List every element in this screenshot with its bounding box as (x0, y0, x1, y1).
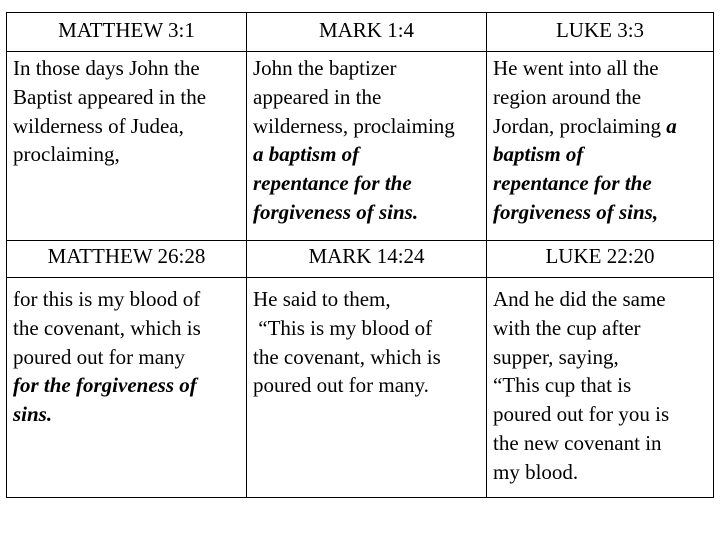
emphasis-line: baptism of (493, 142, 584, 167)
emphasis-line: forgiveness of sins, (493, 199, 659, 224)
text-line: with the cup after (493, 315, 641, 340)
text-luke-22-20 (487, 278, 714, 498)
text-line: And he did the same (493, 287, 666, 311)
passage-row-2 (7, 278, 714, 498)
text-line: proclaiming, (13, 142, 120, 167)
text-line: for this is my blood of (13, 287, 201, 311)
passage-row-1 (7, 52, 714, 241)
text-line: region around the (493, 84, 642, 109)
text-matthew-26-28 (7, 278, 247, 498)
header-row-2 (7, 241, 714, 278)
header-luke-22-20: LUKE 22:20 (487, 241, 714, 278)
text-line: wilderness, proclaiming (253, 113, 455, 138)
text-line: the covenant, which is (13, 315, 201, 340)
text-line: “This is my blood of (253, 315, 433, 340)
emphasis-line: repentance for the (253, 171, 412, 196)
emphasis-fragment: a (666, 113, 677, 138)
text-mark-1-4 (247, 52, 487, 241)
text-line: poured out for many. (253, 373, 429, 398)
emphasis-line: repentance for the (493, 171, 652, 196)
text-line: my blood. (493, 459, 579, 484)
emphasis-line: a baptism of (253, 142, 360, 167)
text-line: poured out for many (13, 344, 186, 369)
header-matthew-26-28: MATTHEW 26:28 (7, 241, 247, 278)
emphasis-line: sins. (13, 402, 53, 427)
text-line: the covenant, which is (253, 344, 441, 369)
text-mark-14-24 (247, 278, 487, 498)
text-line: supper, saying, (493, 344, 619, 369)
gospel-parallels-table (6, 12, 714, 498)
text-line: poured out for you is (493, 402, 670, 427)
text-line: Baptist appeared in the (13, 84, 207, 109)
text-line: “This cup that is (493, 373, 632, 398)
header-luke-3-3: LUKE 3:3 (487, 13, 714, 52)
mixed-line (493, 112, 711, 141)
text-line: the new covenant in (493, 430, 662, 455)
header-mark-1-4: MARK 1:4 (247, 13, 487, 52)
text-line: He said to them, (253, 287, 391, 311)
text-line: He went into all the (493, 56, 659, 80)
text-matthew-3-1 (7, 52, 247, 241)
text-line: appeared in the (253, 84, 382, 109)
text-line: John the baptizer (253, 56, 397, 80)
header-matthew-3-1: MATTHEW 3:1 (7, 13, 247, 52)
text-fragment: Jordan, proclaiming (493, 113, 667, 138)
text-line: In those days John the (13, 56, 200, 80)
header-row-1 (7, 13, 714, 52)
header-mark-14-24: MARK 14:24 (247, 241, 487, 278)
emphasis-line: forgiveness of sins. (253, 199, 419, 224)
emphasis-line: for the forgiveness of (13, 373, 197, 398)
text-line: wilderness of Judea, (13, 113, 184, 138)
text-luke-3-3 (487, 52, 714, 241)
